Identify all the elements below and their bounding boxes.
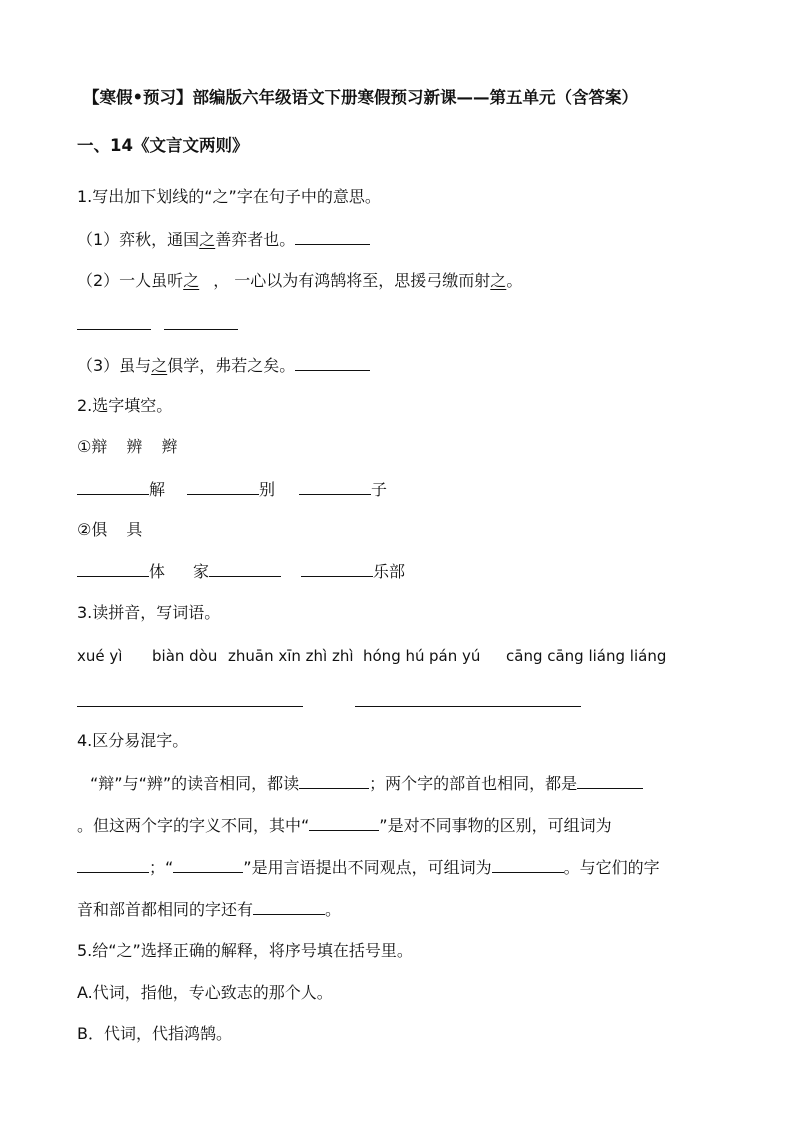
q2-g1-blank-2[interactable] bbox=[187, 479, 259, 495]
q1-s3-post: 俱学，弗若之矣。 bbox=[167, 356, 296, 375]
q4-l4-text-b: 。 bbox=[325, 900, 342, 919]
q4-l2-text-b: ”是对不同事物的区别，可组词为 bbox=[379, 816, 612, 835]
q2-group-1-label: ①辩 辨 辫 bbox=[77, 437, 178, 456]
q4-stem: 4.区分易混字。 bbox=[77, 731, 189, 750]
q1-s1-blank[interactable] bbox=[295, 229, 370, 245]
q5-stem: 5.给“之”选择正确的解释，将序号填在括号里。 bbox=[77, 941, 413, 960]
q2-g2-blank-3[interactable] bbox=[301, 561, 373, 577]
q2-g1-word-2: 别 bbox=[259, 480, 276, 499]
q1-s1-underlined: 之 bbox=[199, 230, 216, 249]
q2-g2-blank-2[interactable] bbox=[209, 561, 281, 577]
q1-s2-end: 。 bbox=[506, 271, 523, 290]
q5-option-b: B．代词，代指鸿鹄。 bbox=[77, 1024, 232, 1043]
q4-line-1 bbox=[90, 773, 643, 794]
q1-s2-underlined-2: 之 bbox=[490, 271, 507, 290]
q1-sentence-1 bbox=[77, 229, 370, 250]
q3-pinyin-5: pán yú bbox=[429, 647, 481, 665]
q2-group-2-row bbox=[77, 561, 437, 581]
q4-blank-radical[interactable] bbox=[577, 773, 643, 789]
q3-pinyin-1: xué yì bbox=[77, 647, 123, 665]
q3-pinyin-6: cāng cāng liáng liáng bbox=[506, 647, 667, 665]
q3-answer-line-1[interactable] bbox=[77, 706, 303, 707]
q4-line-2 bbox=[77, 815, 612, 836]
q3-stem: 3.读拼音，写词语。 bbox=[77, 603, 221, 622]
q1-sentence-2 bbox=[77, 271, 522, 291]
q1-s2-mid: ， 一心以为有鸿鹄将至，思援弓缴而射 bbox=[213, 271, 491, 290]
q2-group-2-label: ②俱 具 bbox=[77, 520, 143, 539]
q4-blank-word-1[interactable] bbox=[77, 857, 149, 873]
q4-l4-text-a: 音和部首都相同的字还有 bbox=[77, 900, 254, 919]
q4-blank-char-2[interactable] bbox=[173, 857, 243, 873]
q4-blank-other-char[interactable] bbox=[253, 899, 325, 915]
section-heading: 一、14《文言文两则》 bbox=[77, 136, 249, 155]
q3-pinyin-4: hóng hú bbox=[363, 647, 425, 665]
q4-blank-pronunciation[interactable] bbox=[299, 773, 369, 789]
q4-l3-text-b: ”是用言语提出不同观点，可组词为 bbox=[243, 858, 492, 877]
q2-g2-blank-1[interactable] bbox=[77, 561, 149, 577]
q1-s1-pre: （1）弈秋，通国 bbox=[77, 230, 200, 249]
q4-blank-char-1[interactable] bbox=[309, 815, 379, 831]
q4-l2-text-a: 。但这两个字的字义不同，其中“ bbox=[77, 816, 310, 835]
q3-pinyin-row bbox=[77, 646, 727, 666]
q4-l3-text-c: 。与它们的字 bbox=[563, 858, 660, 877]
q1-s3-pre: （3）虽与 bbox=[77, 356, 152, 375]
q1-s1-post: 善弈者也。 bbox=[215, 230, 296, 249]
document-title: 【寒假•预习】部编版六年级语文下册寒假预习新课——第五单元（含答案） bbox=[83, 88, 639, 107]
q2-g2-word-2: 家 bbox=[193, 562, 210, 581]
q4-l3-text-a: ；“ bbox=[149, 858, 174, 877]
q1-s2-pre: （2）一人虽听 bbox=[77, 271, 184, 290]
q1-s2-blank-2[interactable] bbox=[164, 329, 238, 330]
q1-s3-underlined: 之 bbox=[151, 356, 168, 375]
q2-g1-word-3: 子 bbox=[371, 480, 388, 499]
q1-sentence-3 bbox=[77, 355, 370, 376]
q4-line-3 bbox=[77, 857, 660, 878]
q2-g2-word-1: 体 bbox=[149, 562, 166, 581]
q1-stem: 1.写出加下划线的“之”字在句子中的意思。 bbox=[77, 187, 381, 206]
q2-g2-word-3: 乐部 bbox=[373, 562, 406, 581]
q4-blank-word-2[interactable] bbox=[492, 857, 564, 873]
q2-stem: 2.选字填空。 bbox=[77, 396, 173, 415]
q2-g1-blank-1[interactable] bbox=[77, 479, 149, 495]
q1-s2-blank-1[interactable] bbox=[77, 329, 151, 330]
q1-s2-underlined-1: 之 bbox=[183, 271, 200, 290]
q3-pinyin-2: biàn dòu bbox=[152, 647, 218, 665]
q1-s3-blank[interactable] bbox=[295, 355, 370, 371]
q3-pinyin-3: zhuān xīn zhì zhì bbox=[228, 647, 354, 665]
q2-g1-word-1: 解 bbox=[149, 480, 166, 499]
q2-g1-blank-3[interactable] bbox=[299, 479, 371, 495]
q5-option-a: A.代词，指他，专心致志的那个人。 bbox=[77, 983, 333, 1002]
q4-line-4 bbox=[77, 899, 341, 920]
q4-l1-text-a: “辩”与“辨”的读音相同，都读 bbox=[90, 774, 300, 793]
q4-l1-text-b: ；两个字的部首也相同，都是 bbox=[369, 774, 578, 793]
q2-group-1-row bbox=[77, 479, 437, 499]
q3-answer-line-2[interactable] bbox=[355, 706, 581, 707]
